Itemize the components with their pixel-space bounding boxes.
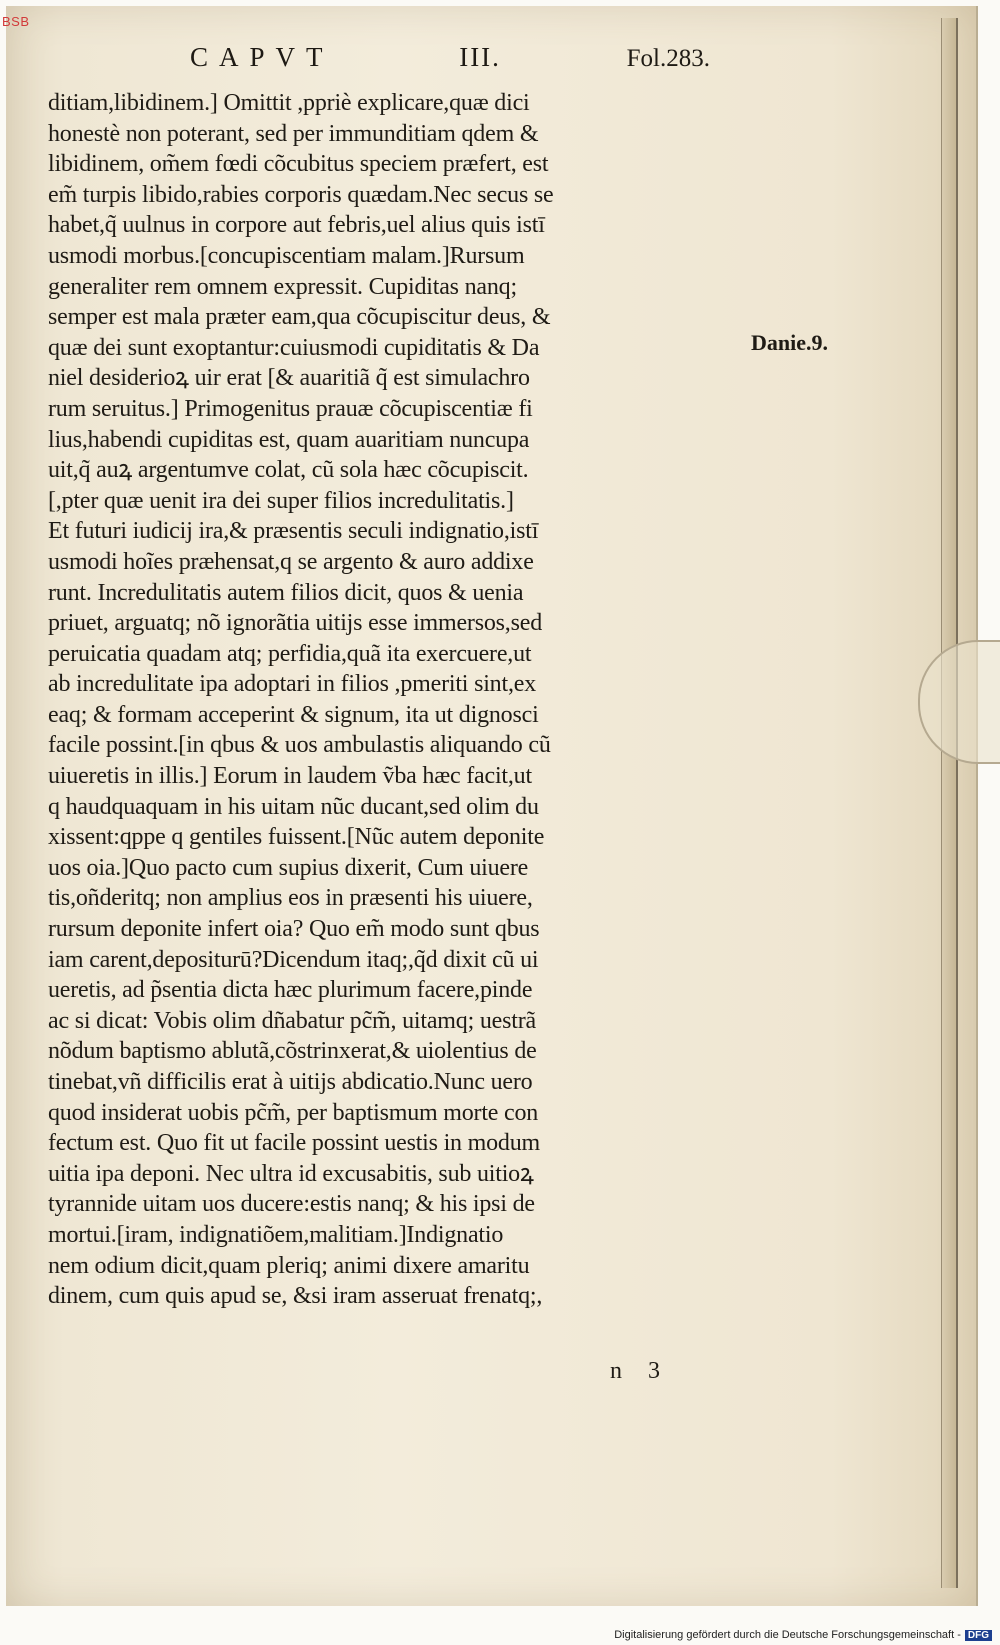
text-line: tinebat,vñ difficilis erat à uitijs abdicatio.Nunc uero — [48, 1069, 533, 1095]
footer-credit-text: Digitalisierung gefördert durch die Deutsche Forschungsgemeinschaft - — [614, 1629, 961, 1641]
text-line: ac si dicat: Vobis olim dñabatur pc̃m̃, uitamq; uestrã — [48, 1007, 536, 1034]
text-line: quæ dei sunt exoptantur:cuiusmodi cupiditatis & Da — [48, 334, 540, 361]
text-line: iam carent,depositurū?Dicendum itaq;,q̃d dixit cũ ui — [48, 946, 539, 973]
running-head — [190, 42, 710, 73]
text-line: nõdum baptismo ablutã,cõstrinxerat,& uiolentius de — [48, 1038, 537, 1065]
text-line: semper est mala præter eam,qua cõcupiscitur deus, & — [48, 304, 551, 331]
text-line: tis,oñderitq; non amplius eos in præsenti his uiuere, — [48, 885, 533, 912]
text-line: peruicatia quadam atq; perfidia,quã ita exercuere,ut — [48, 640, 532, 667]
text-line: q haudquaquam in his uitam nũc ducant,sed olim du — [48, 793, 539, 820]
text-line: quod insiderat uobis pc̃m̃, per baptismum morte con — [48, 1099, 539, 1126]
footer-credit — [614, 1629, 992, 1641]
text-line: rursum deponite infert oia? Quo em̃ modo sunt qbus — [48, 916, 540, 943]
text-line: xissent:qppe q gentiles fuissent.[Nũc autem deponite — [48, 824, 545, 851]
text-line: em̃ turpis libido,rabies corporis quædam.Nec secus se — [48, 181, 554, 208]
running-head-caput: CAPVT — [190, 42, 334, 72]
text-line: usmodi hoĩes præhensat,q se argento & auro addixe — [48, 548, 534, 575]
dfg-logo: DFG — [965, 1630, 992, 1641]
text-line: uit,q̃ auꝝ argentumve colat, cũ sola hæc cõcupiscit. — [48, 457, 529, 484]
text-line: usmodi morbus.[concupiscentiam malam.]Rursum — [48, 242, 525, 269]
source-badge: BSB — [2, 14, 30, 29]
text-line: mortui.[iram, indignatiõem,malitiam.]Indignatio — [48, 1221, 504, 1248]
text-line: honestè non poterant, sed per immunditiam qdem & — [48, 120, 539, 147]
text-line: fectum est. Quo fit ut facile possint uestis in modum — [48, 1130, 540, 1157]
text-line: facile possint.[in qbus & uos ambulastis aliquando cũ — [48, 732, 551, 759]
text-line: niel desiderioꝝ uir erat [& auaritiã q̃ est simulachro — [48, 365, 530, 392]
text-line: ab incredulitate ipa adoptari in filios ,pmeriti sint,ex — [48, 671, 536, 698]
text-line: Et futuri iudicĳ ira,& præsentis seculi indignatio,istī — [48, 518, 539, 545]
text-line: [,pter quæ uenit ira dei super filios incredulitatis.] — [48, 487, 514, 514]
folio-number: Fol.283. — [626, 45, 710, 72]
signature-mark: n 3 — [610, 1358, 670, 1384]
text-line: eaq; & formam acceperint & signum, ita ut dignosci — [48, 701, 539, 728]
text-line: habet,q̃ uulnus in corpore aut febris,uel alius quis istī — [48, 212, 545, 239]
text-line: lius,habendi cupiditas est, quam auaritiam nuncupa — [48, 426, 530, 453]
text-line: priuet, arguatq; nõ ignorãtia uitijs esse immersos,sed — [48, 610, 542, 637]
text-line: runt. Incredulitatis autem filios dicit, quos & uenia — [48, 579, 524, 606]
text-line: uitia ipa deponi. Nec ultra id excusabitis, sub uitioꝝ — [48, 1160, 534, 1187]
text-line: ueretis, ad p̃sentia dicta hæc plurimum facere,pinde — [48, 977, 533, 1004]
text-line: rum seruitus.] Primogenitus prauæ cõcupiscentiæ fi — [48, 395, 533, 422]
text-line: ditiam,libidinem.] Omittit ,ppriè explicare,quæ dici — [48, 90, 530, 116]
body-text — [48, 88, 738, 1312]
text-line: nem odium dicit,quam pleriq; animi dixere amaritu — [48, 1252, 530, 1279]
running-head-chapter: III. — [459, 42, 501, 72]
page-edge — [941, 18, 958, 1588]
text-line: dinem, cum quis apud se, &si iram asseruat frenatq;, — [48, 1283, 543, 1310]
text-line: uiueretis in illis.] Eorum in laudem ṽba hæc facit,ut — [48, 763, 532, 790]
text-line: uos oia.]Quo pacto cum supius dixerit, Cum uiuere — [48, 854, 529, 881]
text-line: generaliter rem omnem expressit. Cupiditas nanq; — [48, 273, 517, 300]
text-line: tyrannide uitam uos ducere:estis nanq; & his ipsi de — [48, 1191, 535, 1218]
marginal-note: Danie.9. — [751, 330, 828, 355]
text-line: libidinem, om̃em fœdi cõcubitus speciem præfert, est — [48, 151, 549, 178]
